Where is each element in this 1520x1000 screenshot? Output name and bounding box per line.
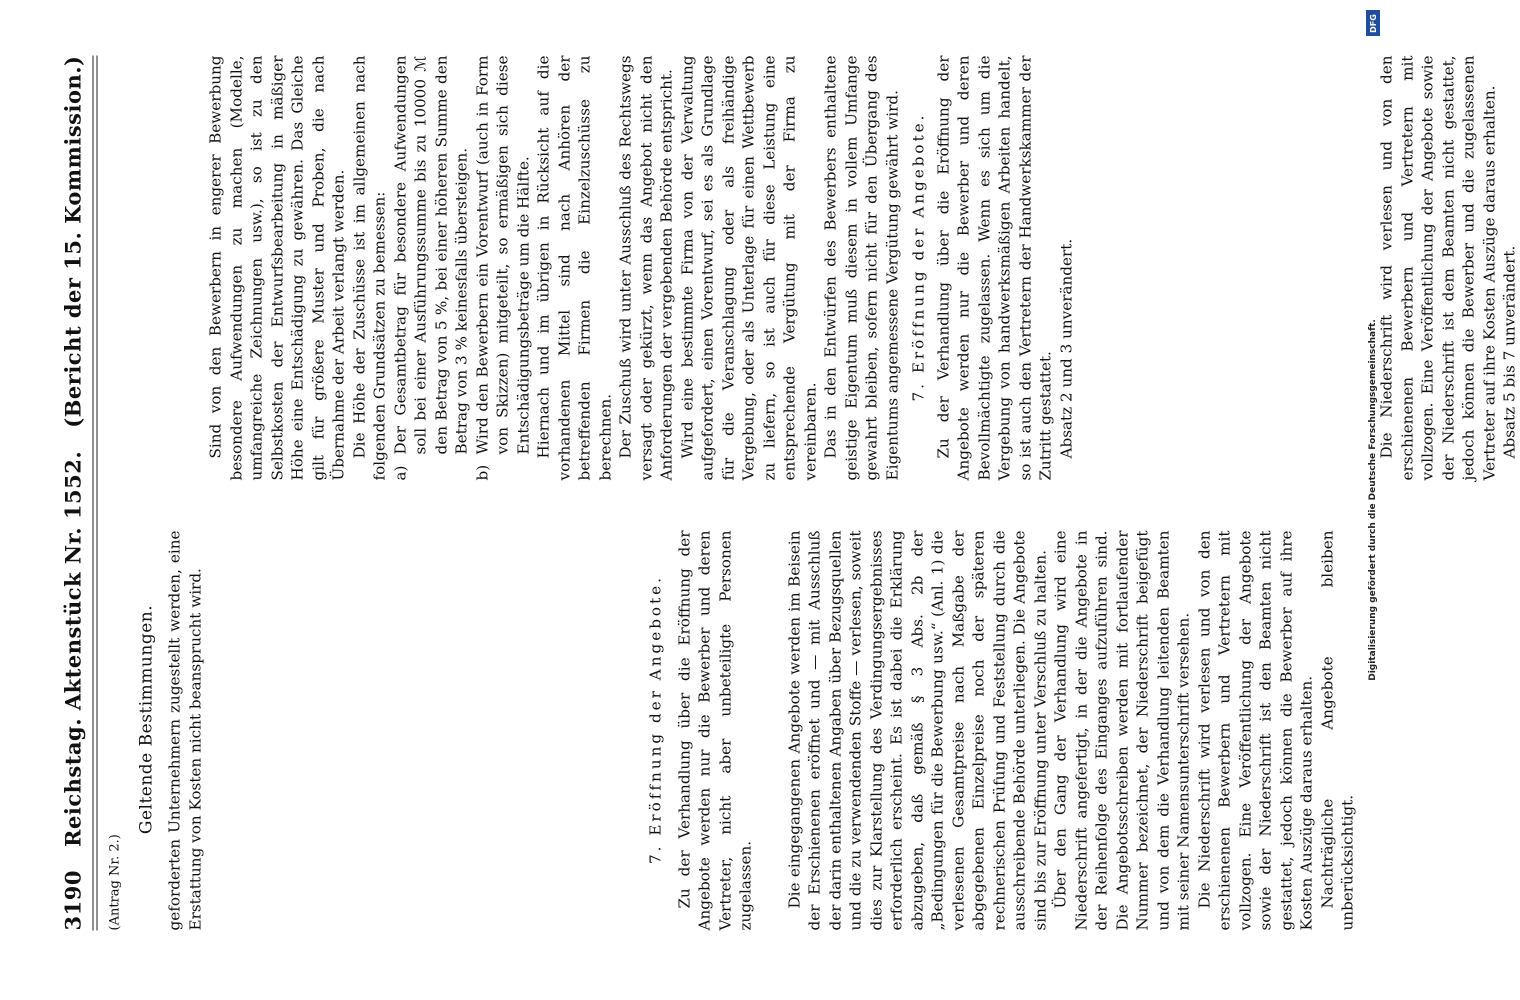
dfg-logo: DFG [1366,10,1380,36]
right-column [105,55,1520,480]
paragraph: Sind von den Bewerbern in engerer Bewerbung besondere Aufwendungen zu machen (Modelle, umfangreiche Zeichnungen usw.), so ist zu den Selbstkosten der Entwurfsbearbeitung in mäßiger Höhe eine Entschädigung zu gewähren. Das Gleiche gilt für größere Muster und Proben, die nach Übernahme der Arbeit verlangt werden. [206,55,347,480]
report-title: (Bericht der 15. Kommission.) [60,55,85,428]
paragraph: Nachträgliche Angebote bleiben unberücksichtigt. [1317,530,1356,930]
paragraph: Die Höhe der Zuschüsse ist im allgemeinen nach folgenden Grundsätzen zu bemessen: [349,55,388,480]
header-rule-thin [96,55,97,930]
list-item [472,55,534,480]
paragraph: Zu der Verhandlung über die Eröffnung der Angebote werden nur die Bewerber und deren Bevollmächtigte zugelassen. Wenn es sich um die Vergebung von handwerksmäßigen Arbeiten handelt, so ist auch den Vertretern der Handwerkskammer der Zutritt gestattet. [933,55,1054,480]
paragraph: Wird eine bestimmte Firma von der Verwaltung aufgefordert, einen Vorentwurf, sei es als Grundlage für die Veranschlagung oder als freihändige Vergebung, oder als Unterlage für einen Wettbewerb zu liefern, so ist auch für diese Leistung eine entsprechende Vergütung mit der Firma zu vereinbaren. [677,55,819,480]
conditions-list [390,55,534,480]
column-heading: Geltende Bestimmungen. [135,604,156,834]
header-rule [92,55,93,930]
intro-paragraph: geforderten Unternehmern zugestellt werden, eine Erstattung von Kosten nicht beansprucht wird. [165,530,204,930]
list-label: a) [390,465,409,480]
document-title: Reichstag. Aktenstück Nr. 1552. [60,450,85,847]
antrag-label: (Antrag Nr. 2.) [107,833,122,930]
list-text: Der Gesamtbetrag für besondere Aufwendungen soll bei einer Ausführungssumme bis zu 10000 ℳ den Betrag von 5 %, bei einer höheren Summe den Betrag von 3 % keinesfalls übersteigen. [390,55,470,454]
paragraph: Über den Gang der Verhandlung wird eine Niederschrift angefertigt, in der die Angebote in der Reihenfolge des Einganges aufzuführen sind. Die Angebotsschreiben werden mit fortlaufender Nummer bezeichnet, der Niederschrift beigefügt und von dem die Verhandlung leitenden Beamten mit seiner Namensunterschrift versehen. [1051,530,1192,930]
page-number: 3190 [60,869,85,930]
list-label: b) [472,464,491,480]
running-head [60,55,85,930]
credit-text: Digitalisierung gefördert durch die Deutsche Forschungsgemeinschaft. [1368,319,1378,681]
paragraph: Der Zuschuß wird unter Ausschluß des Rechtswegs versagt oder gekürzt, wenn das Angebot nicht den Anforderungen der vergebenden Behörde entspricht. [616,55,675,480]
paragraph: Die eingegangenen Angebote werden im Beisein der Erschienenen eröffnet und — mit Ausschluß der darin enthaltenen Angaben über Bezugsquellen und die zu verwendenden Stoffe — verlesen, soweit dies zur Klarstellung des Verdingungsergebnisses erforderlich erscheint. Es ist dabei die Erklärung abzugeben, daß gemäß § 3 Abs. 2b der „Bedingungen für die Bewerbung usw.“ (Anl. 1) die verlesenen Gesamtpreise nach Maßgabe der abgegebenen Einzelpreise noch der späteren rechnerischen Prüfung und Feststellung durch die ausschreibende Behörde unterliegen. Die Angebote sind bis zur Eröffnung unter Verschluß zu halten. [784,530,1049,930]
paragraph: Zu der Verhandlung über die Eröffnung der Angebote werden nur die Bewerber und deren Vertreter, nicht aber unbeteiligte Personen zugelassen. [674,530,754,930]
paragraph: Absatz 5 bis 7 unverändert. [1500,245,1518,458]
paragraph: Absatz 2 und 3 unverändert. [1056,238,1075,458]
section-title: 7. Eröffnung der Angebote. [646,574,664,864]
paragraph: Das in den Entwürfen des Bewerbers enthaltene geistige Eigentum muß diesem in vollem Umfange gewahrt bleiben, sofern nicht für den Übergang des Eigentums angemessene Vergütung gewährt wird. [821,55,901,480]
paragraph: Hiernach und im übrigen in Rücksicht auf die vorhandenen Mittel sind nach Anhören der betreffenden Firmen die Einzelzuschüsse zu berechnen. [534,55,614,480]
list-item [390,55,472,480]
paragraph: Die Niederschrift wird verlesen und von den erschienenen Bewerbern und Vertretern mit vollzogen. Eine Veröffentlichung der Angebote sowie der Niederschrift ist dem Beamten nicht gestattet, jedoch können die Bewerber und die zugelassenen Vertreter auf ihre Kosten Auszüge daraus erhalten. [1377,55,1498,480]
list-text: Wird den Bewerbern ein Vorentwurf (auch in Form von Skizzen) mitgeteilt, so ermäßigen sich diese Entschädigungsbeträge um die Hälfte. [472,55,532,454]
left-column [105,530,1358,930]
paragraph: Die Niederschrift wird verlesen und von den erschienenen Bewerbern und Vertretern mit vollzogen. Eine Veröffentlichung der Angebote sowie der Niederschrift ist den Beamten nicht gestattet, jedoch können die Bewerber auf ihre Kosten Auszüge daraus erhalten. [1194,530,1315,930]
digitization-credit [1365,0,1381,1000]
section-title: 7. Eröffnung der Angebote. [909,112,927,401]
